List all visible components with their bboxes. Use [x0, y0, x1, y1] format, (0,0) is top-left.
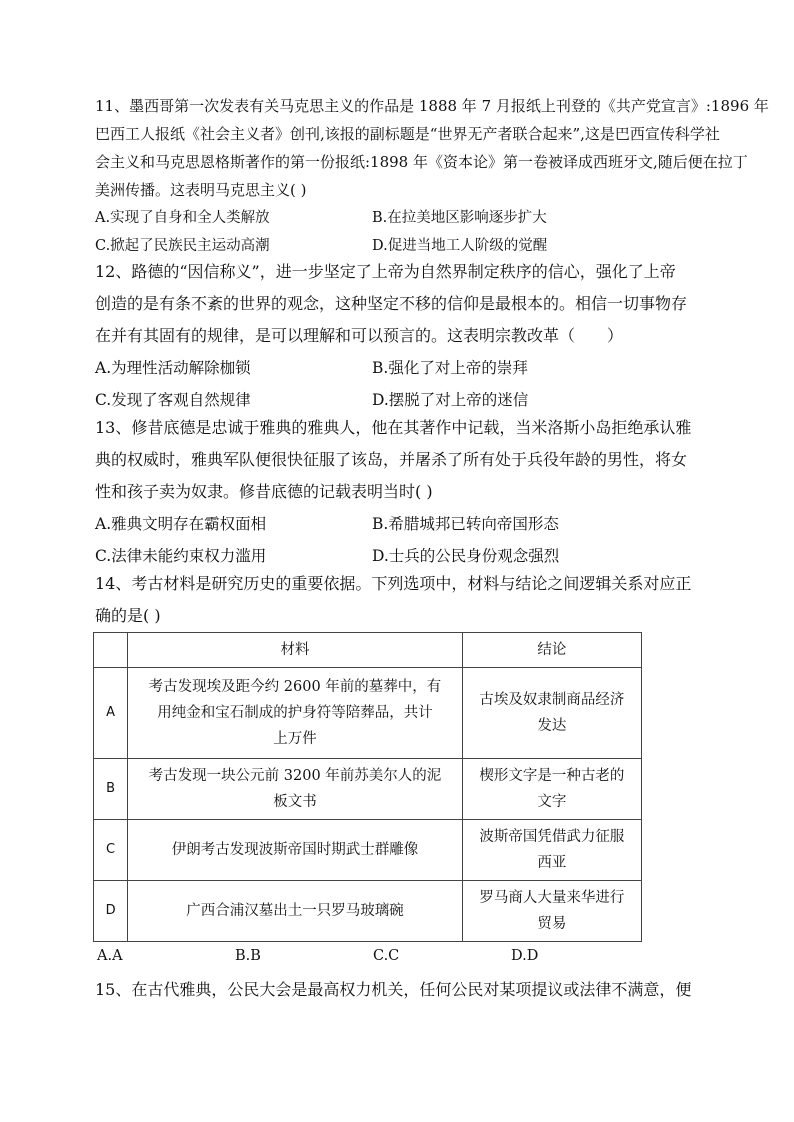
question-12: [95, 256, 715, 416]
q13-option-a: A.雅典文明存在霸权面相: [95, 515, 267, 533]
row-b-material: [128, 759, 463, 820]
q14-material-table: [93, 632, 642, 942]
q13-option-d: D.士兵的公民身份观念强烈: [372, 547, 560, 565]
q13-option-b: B.希腊城邦已转向帝国形态: [372, 515, 559, 533]
row-d-material-line: 广西合浦汉墓出土一只罗马玻璃碗: [186, 903, 404, 919]
row-b-conclusion-line: 文字: [537, 794, 567, 810]
question-13: [95, 412, 715, 572]
table-header-material: 材料: [128, 633, 463, 668]
table-header-row: [94, 633, 642, 668]
q14-line-2: 确的是( ): [95, 606, 161, 625]
row-d-conclusion-line: 罗马商人大量来华进行: [479, 890, 625, 906]
row-a-material: [128, 668, 463, 759]
q11-option-a: A.实现了自身和全人类解放: [95, 210, 270, 226]
q11-line-1: 11、墨西哥第一次发表有关马克思主义的作品是 1888 年 7 月报纸上刊登的《共产党宣言》:1896 年: [95, 97, 769, 115]
q11-line-4: 美洲传播。这表明马克思主义( ): [95, 181, 307, 199]
row-d-material: [128, 881, 463, 942]
row-b-material-line: 板文书: [273, 794, 317, 810]
q12-line-3: 在并有其固有的规律，是可以理解和可以预言的。这表明宗教改革（ ）: [95, 326, 624, 345]
q11-option-d: D.促进当地工人阶级的觉醒: [372, 238, 548, 254]
q13-line-2: 典的权威时，雅典军队便很快征服了该岛，并屠杀了所有处于兵役年龄的男性，将女: [95, 450, 688, 469]
question-14: [95, 568, 715, 632]
row-c-conclusion-line: 西亚: [537, 855, 567, 871]
row-c-material: [128, 820, 463, 881]
q12-options-row-1: [95, 352, 715, 384]
question-15: [95, 974, 715, 1006]
q11-option-c: C.掀起了民族民主运动高潮: [95, 238, 270, 254]
row-b-material-line: 考古发现一块公元前 3200 年前苏美尔人的泥: [148, 768, 442, 784]
q13-option-c: C.法律未能约束权力滥用: [95, 547, 267, 565]
q14-answer-d: D.D: [511, 948, 539, 964]
q14-answer-a: A.A: [97, 948, 123, 964]
table-row-a: [94, 668, 642, 759]
q15-line-1: 15、在古代雅典，公民大会是最高权力机关，任何公民对某项提议或法律不满意，便: [95, 980, 692, 999]
q12-line-2: 创造的是有条不紊的世界的观念，这种坚定不移的信仰是最根本的。相信一切事物存: [95, 294, 688, 313]
q14-line-1: 14、考古材料是研究历史的重要依据。下列选项中，材料与结论之间逻辑关系对应正: [95, 574, 692, 593]
table-header-conclusion: 结论: [462, 633, 641, 668]
q12-option-c: C.发现了客观自然规律: [95, 391, 251, 409]
row-b-conclusion: [462, 759, 641, 820]
q11-line-3: 会主义和马克思恩格斯著作的第一份报纸:1898 年《资本论》第一卷被译成西班牙文,随后便在拉丁: [95, 153, 748, 171]
row-d-conclusion: [462, 881, 641, 942]
row-a-conclusion: [462, 668, 641, 759]
q11-option-b: B.在拉美地区影响逐步扩大: [372, 210, 547, 226]
q12-option-b: B.强化了对上帝的崇拜: [372, 359, 528, 377]
q12-line-1: 12、路德的“因信称义”，进一步坚定了上帝为自然界制定秩序的信心，强化了上帝: [95, 262, 676, 281]
q14-answer-c: C.C: [373, 948, 400, 964]
row-a-material-line: 考古发现埃及距今约 2600 年前的墓葬中，有: [148, 679, 442, 695]
row-c-material-line: 伊朗考古发现波斯帝国时期武士群雕像: [171, 842, 419, 858]
q12-option-d: D.摆脱了对上帝的迷信: [372, 391, 529, 409]
table-row-c: [94, 820, 642, 881]
row-a-material-line: 用纯金和宝石制成的护身符等陪葬品，共计: [157, 705, 433, 721]
row-b-key: B: [94, 759, 128, 820]
row-a-material-line: 上万件: [273, 731, 317, 747]
q11-options-row-1: [95, 204, 715, 232]
row-a-key: A: [94, 668, 128, 759]
row-b-conclusion-line: 楔形文字是一种古老的: [479, 768, 625, 784]
q13-options-row-1: [95, 508, 715, 540]
q12-option-a: A.为理性活动解除枷锁: [95, 359, 251, 377]
row-d-conclusion-line: 贸易: [537, 916, 567, 932]
q13-line-3: 性和孩子卖为奴隶。修昔底德的记载表明当时( ): [95, 482, 433, 501]
row-a-conclusion-line: 发达: [537, 718, 567, 734]
row-a-conclusion-line: 古埃及奴隶制商品经济: [479, 692, 625, 708]
q14-answer-b: B.B: [235, 948, 261, 964]
q13-line-1: 13、修昔底德是忠诚于雅典的雅典人，他在其著作中记载，当米洛斯小岛拒绝承认雅: [95, 418, 692, 437]
table-row-d: [94, 881, 642, 942]
row-d-key: D: [94, 881, 128, 942]
q11-line-2: 巴西工人报纸《社会主义者》创刊,该报的副标题是“世界无产者联合起来”,这是巴西宣传科学社: [95, 125, 720, 143]
row-c-key: C: [94, 820, 128, 881]
row-c-conclusion-line: 波斯帝国凭借武力征服: [479, 829, 625, 845]
question-11: [95, 92, 769, 260]
table-row-b: [94, 759, 642, 820]
row-c-conclusion: [462, 820, 641, 881]
table-header-blank: [94, 633, 128, 668]
